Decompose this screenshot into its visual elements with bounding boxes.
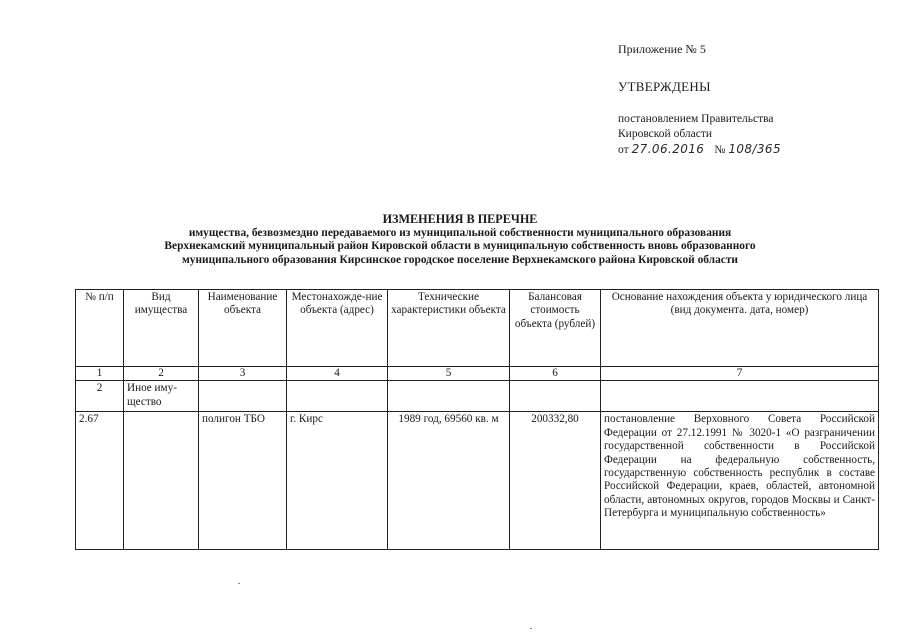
header-cell-basis: Основание нахождения объекта у юридического лица (вид документа. дата, номер) xyxy=(601,290,879,367)
column-number-row xyxy=(76,367,879,381)
decree-from: от xyxy=(618,144,629,156)
header-cell-tech: Технические характеристики объекта xyxy=(388,290,510,367)
column-number: 2 xyxy=(124,367,199,381)
approved-label: УТВЕРЖДЕНЫ xyxy=(618,79,711,94)
document-title xyxy=(100,213,820,267)
title-line-3: муниципального образования Кирсинское городское поселение Верхнекамского района Кировской области xyxy=(182,253,738,266)
cell-num: 2.67 xyxy=(76,412,124,550)
appendix-label: Приложение № 5 xyxy=(618,42,706,56)
table-row-item xyxy=(76,412,879,550)
decree-number: 108/365 xyxy=(728,142,781,156)
cell-empty xyxy=(287,381,388,412)
cell-type xyxy=(124,412,199,550)
header-cell-location: Местонахожде-ние объекта (адрес) xyxy=(287,290,388,367)
decree-number-sign: № xyxy=(714,144,726,156)
property-table xyxy=(75,289,879,550)
decree-line-2: Кировской области xyxy=(618,128,713,140)
decree-block xyxy=(618,112,781,158)
column-number: 5 xyxy=(388,367,510,381)
table-header-row xyxy=(76,290,879,367)
cell-empty xyxy=(510,381,601,412)
cell-cost: 200332,80 xyxy=(510,412,601,550)
cell-type: Иное иму-щество xyxy=(124,381,199,412)
decree-date-line xyxy=(618,142,781,158)
decree-line-1: постановлением Правительства xyxy=(618,113,774,125)
title-line-2: Верхнекамский муниципальный район Кировской области в муниципальную собственность вновь образованного xyxy=(164,240,756,252)
header-cell-num: № п/п xyxy=(76,290,124,367)
table-row-category xyxy=(76,381,879,412)
column-number: 4 xyxy=(287,367,388,381)
cell-empty xyxy=(601,381,879,412)
cell-num: 2 xyxy=(76,381,124,412)
cell-empty xyxy=(388,381,510,412)
scan-speck xyxy=(238,583,240,584)
cell-tech: 1989 год, 69560 кв. м xyxy=(388,412,510,550)
title-line-1: имущества, безвозмездно передаваемого из муниципальной собственности муниципального образования xyxy=(188,226,732,239)
decree-date: 27.06.2016 xyxy=(631,142,705,156)
scan-speck xyxy=(530,628,532,629)
column-number: 3 xyxy=(199,367,287,381)
column-number: 7 xyxy=(601,367,879,381)
cell-name: полигон ТБО xyxy=(199,412,287,550)
header-cell-cost: Балансовая стоимость объекта (рублей) xyxy=(510,290,601,367)
header-cell-name: Наименование объекта xyxy=(199,290,287,367)
column-number: 6 xyxy=(510,367,601,381)
cell-basis: постановление Верховного Совета Российской Федерации от 27.12.1991 № 3020-1 «О разграничении государственной собственности в Российской Федерации на федеральную собственность, государственную собственность республик в составе Российской Федерации, краев, областей, автономной области, автономных округов, городов Москвы и Санкт-Петербурга и муниципальную собственность» xyxy=(601,412,879,550)
header-cell-type: Вид имущества xyxy=(124,290,199,367)
cell-location: г. Кирс xyxy=(287,412,388,550)
column-number: 1 xyxy=(76,367,124,381)
title-main: ИЗМЕНЕНИЯ В ПЕРЕЧНЕ xyxy=(382,212,538,226)
cell-empty xyxy=(199,381,287,412)
